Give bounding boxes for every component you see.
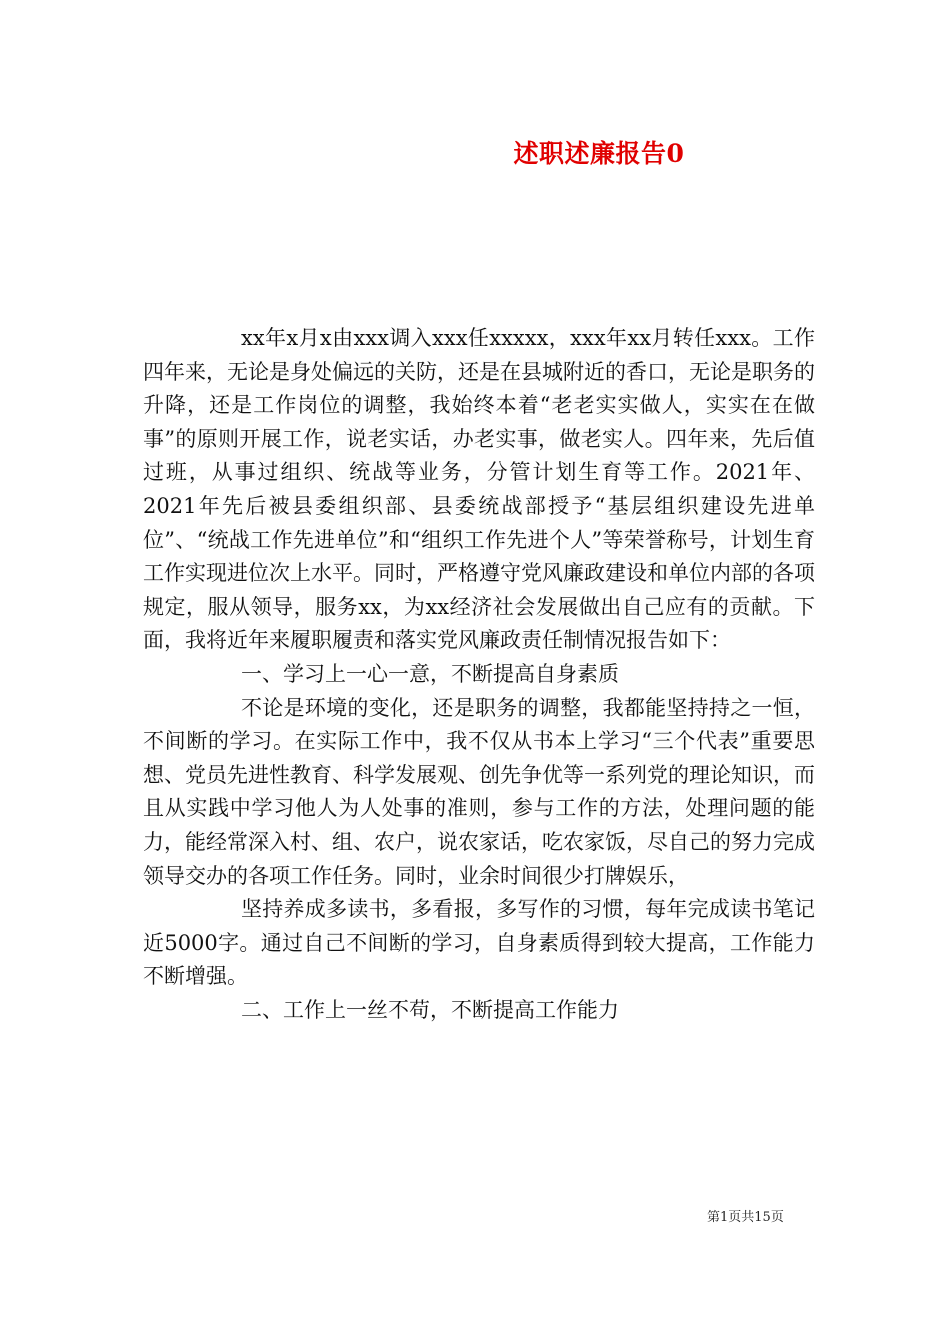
paragraph-intro: xx年x月x由xxx调入xxx任xxxxx，xxx年xx月转任xxx。工作四年来，无论是身处偏远的关防，还是在县城附近的香口，无论是职务的升降，还是工作岗位的调整，我始终本着“老老实实做人，实实在在做事”的原则开展工作，说老实话，办老实事，做老实人。四年来，先后值过班，从事过组织、统战等业务，分管计划生育等工作。2021年、2021年先后被县委组织部、县委统战部授予“基层组织建设先进单位”、“统战工作先进单位”和“组织工作先进个人”等荣誉称号，计划生育工作实现进位次上水平。同时，严格遵守党风廉政建设和单位内部的各项规定，服从领导，服务xx，为xx经济社会发展做出自己应有的贡献。下面，我将近年来履职履责和落实党风廉政责任制情况报告如下： [143,326,815,653]
section-heading-1: 一、学习上一心一意，不断提高自身素质 [241,661,619,686]
paragraph-study: 不论是环境的变化，还是职务的调整，我都能坚持持之一恒，不间断的学习。在实际工作中，我不仅从书本上学习“三个代表”重要思想、党员先进性教育、科学发展观、创先争优等一系列党的理论知识，而且从实践中学习他人为人处事的准则，参与工作的方法，处理问题的能力，能经常深入村、组、农户，说农家话，吃农家饭，尽自己的努力完成领导交办的各项工作任务。同时，业余时间很少打牌娱乐， [143,695,815,888]
document-title-text: 述职述廉报告0 [513,139,685,168]
paragraph-reading: 坚持养成多读书，多看报，多写作的习惯，每年完成读书笔记近5000字。通过自己不间断的学习，自身素质得到较大提高，工作能力不断增强。 [143,897,815,989]
document-body [143,322,815,1027]
document-title [0,134,950,170]
page-number: 第1页共15页 [707,1210,784,1225]
section-heading-2: 二、工作上一丝不苟，不断提高工作能力 [241,997,619,1022]
